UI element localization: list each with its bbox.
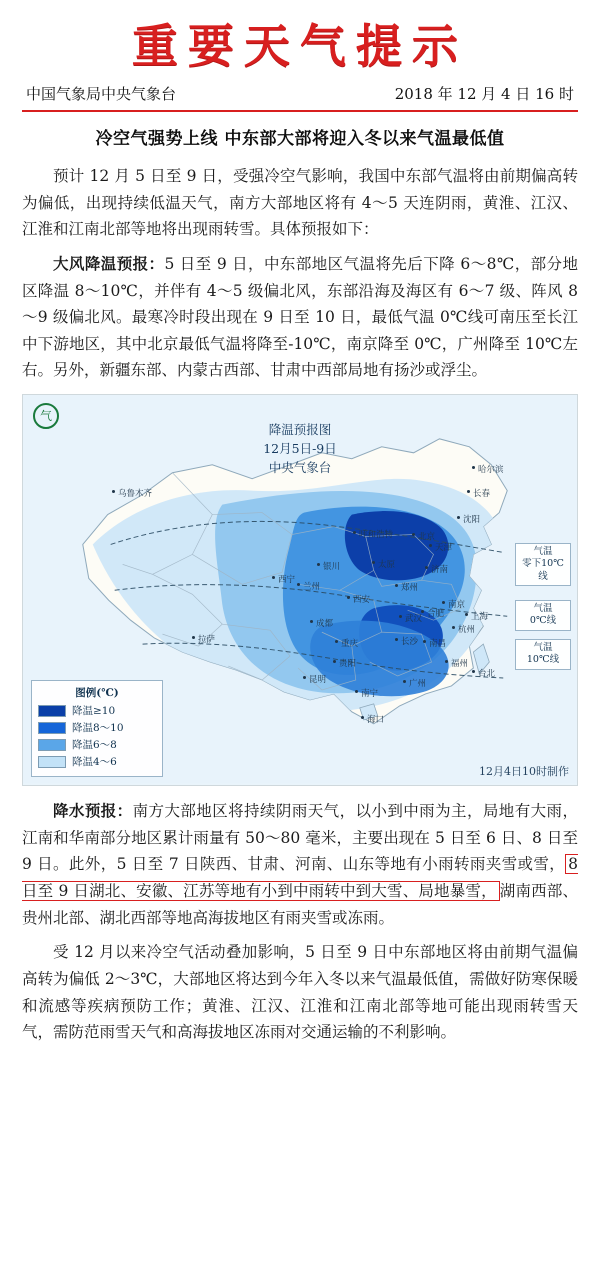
isotherm-tag-value: 0℃线 — [529, 615, 557, 627]
paragraph-wind — [22, 251, 578, 384]
city-label: 海口 — [367, 715, 385, 726]
city-label: 南京 — [448, 600, 466, 611]
city-label: 银川 — [323, 562, 341, 573]
legend-title: 图例(℃) — [75, 687, 119, 700]
isotherm-tag-label: 气温 — [533, 546, 553, 558]
city-label: 哈尔滨 — [478, 465, 504, 476]
header-divider — [22, 110, 578, 112]
city-label: 乌鲁木齐 — [118, 489, 153, 500]
city-label: 长春 — [473, 489, 491, 500]
headline: 冷空气强势上线 中东部大部将迎入冬以来气温最低值 — [95, 128, 505, 149]
city-label: 呼和浩特 — [359, 530, 394, 541]
city-label: 郑州 — [401, 583, 419, 594]
city-label: 西安 — [353, 595, 371, 606]
city-label: 福州 — [451, 659, 469, 670]
city-label: 杭州 — [458, 625, 476, 636]
legend-label: 降温4～6 — [72, 756, 117, 769]
precip-highlight: 8 日至 9 日湖北、安徽、江苏等地有小到中雨转中到大雪、局地暴雪， — [22, 855, 578, 901]
precip-section-lead: 降水预报： — [53, 801, 133, 821]
legend-item — [38, 737, 156, 752]
isotherm-tag-ten — [515, 639, 571, 670]
legend-item — [38, 703, 156, 718]
city-label: 昆明 — [309, 675, 327, 686]
cooling-forecast-map — [22, 394, 578, 786]
figure-timestamp: 12月4日10时制作 — [479, 765, 569, 779]
issuer-name: 中国气象局中央气象台 — [26, 84, 177, 103]
city-label: 济南 — [431, 565, 449, 576]
isotherm-tag-value: 零下10℃线 — [522, 558, 564, 582]
legend-swatch — [38, 722, 66, 734]
isotherm-tag-zero — [515, 600, 571, 631]
precip-text-part1: 南方大部地区将持续阴雨天气，以小到中雨为主，局地有大雨，江南和华南部分地区累计雨量有 50～80 毫米，主要出现在 5 日至 6 日、8 日至 9 日。此外，5 日至 7 日陕西、甘肃、河南、山东等地有小雨转雨夹雪或雪， — [22, 802, 578, 874]
city-label: 北京 — [418, 532, 436, 543]
figure-title-line1: 降温预报图 — [268, 422, 332, 438]
map-legend — [31, 680, 163, 777]
paragraph-precipitation — [22, 798, 578, 931]
city-label: 广州 — [409, 679, 427, 690]
isotherm-tag-minus10 — [515, 543, 571, 586]
cma-logo-icon: 气 — [33, 403, 59, 429]
city-label: 合肥 — [427, 609, 445, 620]
legend-swatch — [38, 739, 66, 751]
legend-item — [38, 720, 156, 735]
isotherm-tag-label: 气温 — [533, 642, 553, 654]
city-label: 重庆 — [341, 639, 359, 650]
city-label: 沈阳 — [463, 515, 481, 526]
city-label: 长沙 — [401, 637, 419, 648]
issue-date: 2018 年 12 月 4 日 16 时 — [394, 84, 574, 103]
city-label: 天津 — [435, 543, 453, 554]
isotherm-tag-value: 10℃线 — [526, 654, 560, 666]
city-label: 贵阳 — [339, 659, 357, 670]
city-label: 台北 — [478, 669, 496, 680]
city-label: 太原 — [378, 560, 396, 571]
issuer-bar — [22, 83, 578, 110]
legend-label: 降温8～10 — [72, 722, 124, 735]
legend-label: 降温6～8 — [72, 739, 117, 752]
paragraph-intro: 预计 12 月 5 日至 9 日，受强冷空气影响，我国中东部气温将由前期偏高转为偏低，出现持续低温天气，南方大部地区将有 4～5 天连阴雨，黄淮、江汉、江淮和江南北部等地将出现雨转雪。具体预报如下： — [22, 166, 578, 239]
city-label: 拉萨 — [198, 635, 216, 646]
precip-text-part2: 湖南西部、贵州北部、湖北西部等地高海拔地区有雨夹雪或冻雨。 — [22, 882, 578, 927]
legend-swatch — [38, 705, 66, 717]
city-label: 南宁 — [361, 689, 379, 700]
city-label: 兰州 — [303, 582, 321, 593]
page-title: 重要天气提示 — [132, 19, 468, 73]
legend-item — [38, 754, 156, 769]
city-label: 武汉 — [405, 614, 423, 625]
city-label: 上海 — [471, 612, 489, 623]
wind-section-lead: 大风降温预报： — [53, 253, 165, 273]
city-label: 南昌 — [429, 639, 447, 650]
legend-label: 降温≥10 — [72, 705, 116, 718]
figure-title-line3: 中央气象台 — [268, 459, 332, 475]
city-label: 西宁 — [278, 575, 296, 586]
legend-swatch — [38, 756, 66, 768]
paragraph-outlook: 受 12 月以来冷空气活动叠加影响，5 日至 9 日中东部地区将由前期气温偏高转为偏低 2～3℃，大部地区将达到今年入冬以来气温最低值，需做好防寒保暖和流感等疾病预防工作；黄淮、江汉、江淮和江南北部等地可能出现雨转雪天气，需防范雨雪天气和高海拔地区冻雨对交通运输的不利影响。 — [22, 943, 578, 1042]
city-label: 成都 — [316, 619, 334, 630]
wind-section-text: 5 日至 9 日，中东部地区气温将先后下降 6～8℃，部分地区降温 8～10℃，并伴有 4～5 级偏北风，东部沿海及海区有 6～7 级、阵风 8～9 级偏北风。最寒冷时段出现在 9 日至 10 日，最低气温 0℃线可南压至长江中下游地区，其中北京最低气温将降至-10℃，南京降至 0℃，广州降至 10℃左右。另外，新疆东部、内蒙古西部、甘肃中西部局地有扬沙或浮尘。 — [22, 254, 578, 380]
figure-title-line2: 12月5日-9日 — [263, 440, 337, 456]
isotherm-tag-label: 气温 — [533, 603, 553, 615]
